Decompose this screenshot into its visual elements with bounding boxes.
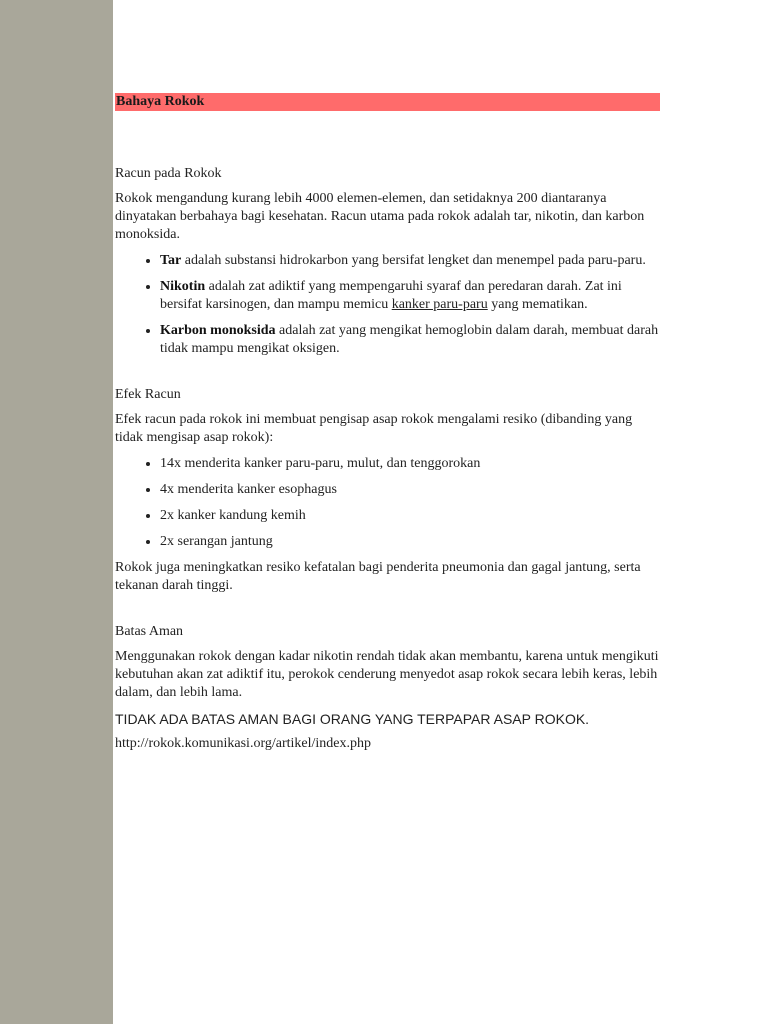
section-paragraph-batas: Menggunakan rokok dengan kadar nikotin rendah tidak akan membantu, karena untuk mengikuti kebutuhan akan zat adiktif itu, perokok cenderung menyedot asap rokok secara lebih keras, lebih dalam, dan lebih lama. xyxy=(115,649,659,700)
list-item-karbon-monoksida xyxy=(160,322,660,358)
list-item: • 2x serangan jantung xyxy=(160,533,660,551)
substances-list xyxy=(115,252,660,358)
desc-nikotin-after: yang mematikan. xyxy=(487,297,588,312)
section-closing-efek: Rokok juga meningkatkan resiko kefatalan bagi penderita pneumonia dan gagal jantung, serta tekanan darah tinggi. xyxy=(115,560,641,593)
desc-karbon-monoksida: adalah zat yang mengikat hemoglobin dalam darah, membuat darah tidak mampu mengikat oksigen. xyxy=(160,323,659,356)
desc-tar: adalah substansi hidrokarbon yang bersifat lengket dan menempel pada paru-paru. xyxy=(181,253,646,268)
title-banner xyxy=(115,93,660,111)
term-tar: Tar xyxy=(160,253,182,268)
source-url[interactable]: http://rokok.komunikasi.org/artikel/index.php xyxy=(115,736,371,751)
term-nikotin: Nikotin xyxy=(160,279,206,294)
list-item: • 2x kanker kandung kemih xyxy=(160,507,660,525)
section-heading-efek: Efek Racun xyxy=(115,387,181,402)
document-title: Bahaya Rokok xyxy=(116,94,205,109)
section-spacer xyxy=(115,603,660,623)
document-page xyxy=(115,0,660,1024)
list-item: • 4x menderita kanker esophagus xyxy=(160,481,660,499)
left-margin-bar xyxy=(0,0,113,1024)
list-item-nikotin xyxy=(160,278,660,314)
section-paragraph-efek: Efek racun pada rokok ini membuat pengisap asap rokok mengalami resiko (dibanding yang tidak mengisap asap rokok): xyxy=(115,412,633,445)
section-spacer xyxy=(115,366,660,386)
desc-nikotin-before: adalah zat adiktif yang mempengaruhi syaraf dan peredaran darah. Zat ini bersifat karsinogen, dan mampu memicu xyxy=(160,279,622,312)
section-heading-racun: Racun pada Rokok xyxy=(115,166,222,181)
link-kanker-paru[interactable]: kanker paru-paru xyxy=(391,297,488,312)
warning-statement: TIDAK ADA BATAS AMAN BAGI ORANG YANG TERPAPAR ASAP ROKOK. xyxy=(115,711,590,727)
term-karbon-monoksida: Karbon monoksida xyxy=(160,323,276,338)
section-paragraph-racun: Rokok mengandung kurang lebih 4000 elemen-elemen, dan setidaknya 200 diantaranya dinyatakan berbahaya bagi kesehatan. Racun utama pada rokok adalah tar, nikotin, dan karbon monoksida. xyxy=(115,191,645,242)
effects-list xyxy=(115,455,660,551)
document-body xyxy=(115,165,660,753)
section-heading-batas: Batas Aman xyxy=(115,624,184,639)
list-item: • 14x menderita kanker paru-paru, mulut, dan tenggorokan xyxy=(160,455,660,473)
list-item-tar xyxy=(160,252,660,270)
